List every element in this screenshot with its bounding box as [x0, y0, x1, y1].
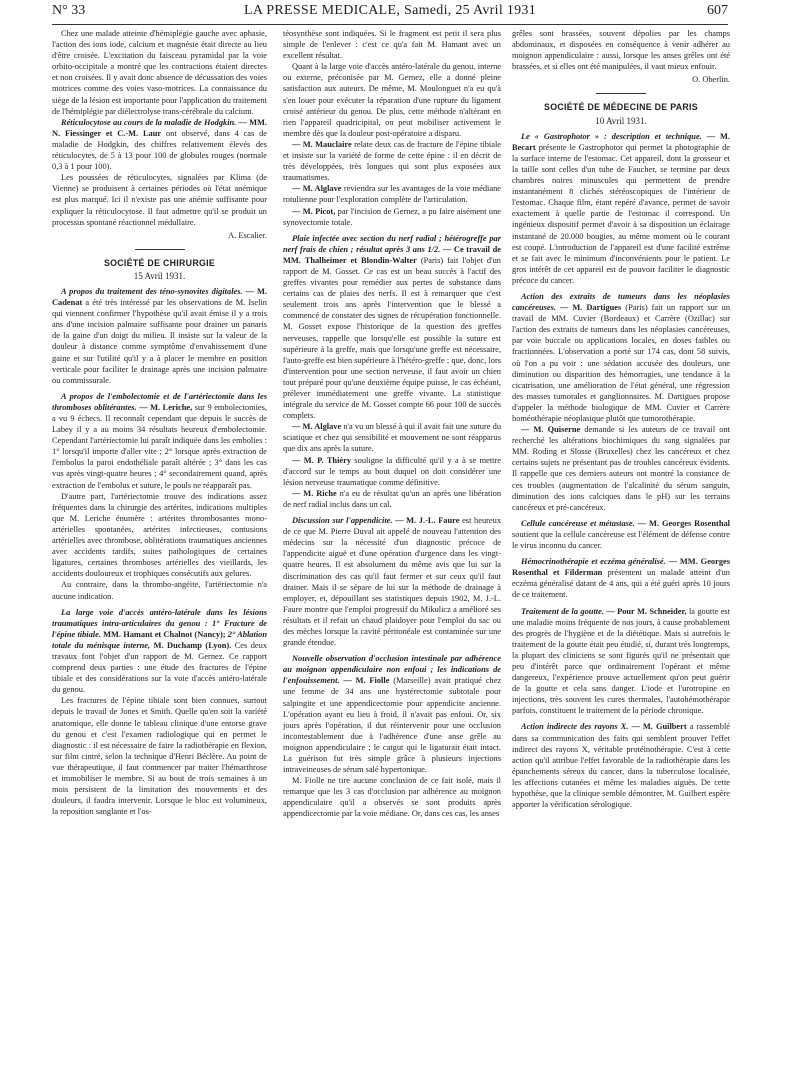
authors: — M. Dartigues: [559, 303, 622, 313]
communication-title: A propos de l'embolectomie et de l'artériectomie dans les thromboses oblitérantes.: [52, 391, 267, 412]
journal-title: LA PRESSE MEDICALE, Samedi, 25 Avril 1931: [243, 3, 537, 18]
section-divider: [596, 93, 646, 94]
authors: — M. Fiolle: [343, 676, 390, 686]
authors: — MM. N. Fiessinger et C.-M. Laur: [52, 117, 268, 138]
paragraph: [52, 391, 267, 491]
paragraph-text: a rassemblé dans sa communication des faits qui semblent prouver l'effet indirect des rayons X, véritable protéinothérapie. C'est à cette action qu'il attribue l'effet favorable de la radiothérapie dans les épanchements séreux du cancer, dans la tuberculose localisée, les affections cutanées et même les maladies aiguës. De cette hypothèse, que la clinique semble démontrer, M. Guilbert espère apporter la vérification sérologique.: [512, 722, 730, 810]
section-heading: SOCIÉTÉ DE MÉDECINE DE PARIS: [544, 102, 698, 113]
issue-number: N° 33: [52, 3, 86, 18]
paragraph-text: souligne la difficulté qu'il y a à se mettre d'accord sur le temps au bout duquel on doit considérer une lésion nerveuse traumatique comme définitive.: [283, 455, 501, 487]
communication-title: La large voie d'accès antéro-latérale dans les lésions traumatiques intra-articulaires du genou : 1° Fracture de l'épine tibiale.: [52, 607, 267, 639]
paragraph: [283, 455, 501, 488]
authors: — M. Mauclaire: [292, 139, 352, 149]
paragraph-text: présentent un malade atteint d'un eczéma généralisé datant de 4 ans, qui a été guéri après 10 jours de ce traitement.: [512, 568, 730, 600]
paragraph-text: Ces deux travaux font l'objet d'un rapport de M. Gernez. Ce rapport comprend deux parties : une étude des fractures de l'épine tibiale et des considérations sur la voie d'accès antéro-latérale du genou.: [52, 640, 268, 695]
paragraph-text: soutient que la cellule cancéreuse est l'élément de défense contre le virus inconnu du cancer.: [512, 529, 730, 551]
authors: — M. Alglave: [292, 422, 342, 432]
paragraph: [52, 607, 267, 696]
paragraph: Les poussées de réticulocytes, signalées par Klima (de Vienne) se produisent à certaines périodes où l'état anémique est plus marqué. Ici il n'existe pas une anémie suffisante pour expliquer la réticulocytose. Il faut admettre qu'il se produit un processus spontané réactionnel médullaire.: [52, 173, 267, 227]
authors: — Ce travail de MM. Thalheimer et Blondin-Walter: [283, 244, 501, 265]
column-3: [512, 28, 730, 810]
paragraph: [283, 421, 501, 454]
paragraph: [512, 518, 730, 551]
paragraph: Quant à la large voie d'accès antéro-latérale du genou, interne ou externe, préconisée par M. Gernez, elle a donné pleine satisfaction aux auteurs. De même, M. Moulonguet n'a eu qu'à s'en louer pour exécuter la réparation d'une rupture du ligament croisé antérieur du genou. De plus, cette méthode n'altérant en rien l'appareil quadricipital, on peut mobiliser activement le membre dès que la douleur post-opératoire a disparu.: [283, 62, 501, 138]
paragraph-text: sur 9 embolectomies, a vu 9 échecs. Il reconnaît cependant que depuis le succès de Labey il y a au moins 34 résultats heureux d'embolectomie. Cependant l'artériectomie lui paraît indiquée dans les embolies : 1° lorsqu'il importe d'aller vite ; 2° lorsque après extraction de l'embolus la paroi endothéliale paraît altérée ; 3° dans les cas vus après vingt-quatre heures ; 4° secondairement quand, après extraction de l'embolus et suture, le pouls ne réapparaît pas.: [52, 402, 267, 490]
authors: — M. Riche: [292, 488, 337, 498]
paragraph: [512, 556, 730, 600]
paragraph-text: demande si les auteurs de ce travail ont recherché les altérations biochimiques du sang signalées par MM. Roding et Slosse (Bruxelles) chez les cancéreux et chez certains sujets ne présentant pas de troubles cancéreux évidents. Il rappelle que ces derniers auteurs ont montré la constance de ces troubles (augmentation de l'alcalinité du sérum sanguin, diminution des ions calciques dans le pH) sur les terrains cancéreux et pré-cancéreux.: [512, 425, 730, 512]
paragraph-text: n'a vu un blessé à qui il avait fait une suture du sciatique et chez qui sensibilité et mouvement ne sont réapparus que dix ans après la suture.: [283, 422, 502, 454]
paragraph: grêles sont brassées, souvent dépolies par les champs abdominaux, et disposées en conséquence à venir adhérer au moignon appendiculaire : aussi, lorsque les anses grêles ont été brassées, et si elles ont été manipulées, il vaut mieux enfouir.: [512, 29, 730, 72]
paragraph: [512, 424, 730, 513]
authors: — M. Quiserne: [521, 425, 581, 435]
authors: — M. Leriche,: [139, 402, 193, 412]
communication-title: Réticulocytose au cours de la maladie de Hodgkin.: [61, 117, 237, 127]
communication-title: Action des extraits de tumeurs dans les néoplasies cancéreuses.: [512, 291, 730, 313]
paragraph-text: présente le Gastrophotor qui permet la photographie de la surface interne de l'estomac. Cet appareil, dont la grosseur et la taille sont celles d'un tube de Faucher, se termine par deux chambres noires minuscules qui permettent de prendre instantanément 8 clichés stéréoscopiques de l'intérieur de l'estomac. Chaque film, étant repéré d'avance, permet de savoir exactement à quelle partie de l'estomac il correspond. Un ingénieux dispositif permet d'avoir à sa disposition un éclairage instantané de 20.000 bougies, au même moment où le courant est coupé. L'introduction de l'appareil est d'une facilité extrême et se fait avec le minimum d'inconvénients pour le patient. Le gros intérêt de cet appareil est de pouvoir faciliter le diagnostic précoce du cancer.: [512, 142, 731, 285]
communication-title: 2° Ablation totale du ménisque interne,: [52, 629, 267, 650]
authors: — M. Becart: [512, 131, 730, 152]
paragraph-text: n'a eu de résultat qu'un an après une libération de nerf radial inclus dans un cal.: [283, 488, 502, 509]
authors: — M. Cadenat: [52, 286, 268, 308]
communication-title: Plaie infectée avec section du nerf radial ; hétérogreffe par nerf frais de chien ; résultat après 3 ans 1/2.: [283, 233, 501, 254]
authors: MM. Hamant et Chalnot (Nancy);: [103, 629, 226, 639]
communication-title: Le « Gastrophotor » : description et technique.: [521, 131, 702, 141]
session-date: 15 Avril 1931.: [133, 270, 186, 281]
paragraph-text: (Marseille) avait pratiqué chez une femme de 34 ans une hystérectomie subtotale pour salpingite et une appendicectomie pour appendicite ancienne. L'opération ayant eu lieu à froid, il n'avait pas enfoui. Or, six jours après l'opération, il dut réintervenir pour une occlusion incontestablement due à l'adhérence d'une anse grêle au moignon appendiculaire ; le catgut qui le ligaturait était intact. La guérison fut très simple grâce à plusieurs injections intraveineuses de sérum salé hypertonique.: [283, 676, 502, 775]
paragraph-text: a été très intéressé par les observations de M. Iselin qui viennent confirmer l'hypothèse qu'il avait émise il y a trois ans d'une incision palmaire suffisante pour drainer un panaris de la gaine d'un doigt du milieu. Il insiste sur la valeur de la douleur à distance comme symptôme d'envahissement d'une gaine et sur l'utilité qu'il y a à placer le membre en position verticale pour faciliter le drainage après une incision palmaire ou commissurale.: [52, 298, 267, 385]
paragraph: Les fractures de l'épine tibiale sont bien connues, surtout depuis le travail de Jones et Smith. Quelle qu'en soit la variété anatomique, elle donne le tableau clinique d'une entorse grave du genou et c'est l'examen radiologique qui en permet le diagnostic : il est nécessaire de faire la radiothérapie en flexion, sur film cintré, selon la technique d'Henri Béclère. Au point de vue thérapeutique, il faut commencer par traiter l'hémarthrose et immobiliser le membre. Si au bout de trois semaines à un mois persistent de la limitation des mouvements et des douleurs, il faudra intervenir. Lorsque le bloc est volumineux, la reposition sanglante et l'os-: [52, 696, 267, 817]
header-rule: [52, 24, 728, 25]
paragraph: [283, 515, 501, 648]
paragraph: [512, 291, 730, 424]
paragraph: [283, 488, 501, 510]
column-1: [52, 28, 267, 817]
paragraph-text: est heureux de ce que M. Pierre Duval ait appelé de nouveau l'attention des médecins sur la nécessité d'un diagnostic précoce de l'appendicite aiguë et d'une opération d'urgence dans les vingt-quatre heures. Il est absolument du même avis que lui sur la discrimination des cas qu'il faut fermer et sur ceux qu'il faut drainer. Mais il se sépare de lui sur la méthode de drainage à employer, et, dépouillant ses statistiques depuis 1902, M. J.-L. Faure montre que l'emploi progressif du Mikulicz a amélioré ses résultats et il refait un chaud plaidoyer pour l'emploi du sac ou des mèches lorsque la cavité péritonéale est contaminée sur une grande étendue.: [283, 516, 502, 648]
authors: — M. P. Thiéry: [292, 455, 352, 465]
paragraph: [52, 286, 267, 386]
authors: — M. Alglave: [292, 184, 342, 194]
communication-title: Discussion sur l'appendicite.: [292, 516, 393, 526]
signature: A. Escalier.: [228, 230, 267, 240]
communication-title: Action indirecte des rayons X.: [521, 722, 629, 732]
paragraph-text: (Paris) fait un rapport sur un travail de MM. Cuvier (Bordeaux) et Carrère (Ozillac) sur l'action des extraits de tumeurs dans les néoplasies cancéreuses, par voie buccale ou applications locales, en doses faibles ou fractionnées. L'observation a porté sur 174 cas, dont 58 suivis, où l'on a pu voir : une sédation accusée des douleurs, une diminution ou disparition des hémorragies, une tendance à la cicatrisation, une amélioration de l'état général, une régression des masses tumorales et ganglionnaires. M. Dartigues propose d'appeler la méthode biologique de MM. Cuvier et Carrère homéothérapie néoplasique plutôt que tumorothérapie.: [512, 303, 731, 423]
authors: — M. Guilbert: [631, 722, 687, 732]
paragraph-text: (Paris) fait l'objet d'un rapport de M. Gosset. Ce cas est un beau succès à l'actif des greffes vivantes pour remédier aux pertes de substance dans certains cas de plaies des nerfs. Il est à remarquer que c'est seulement trois ans après l'intervention que le blessé a commencé de constater des signes de récupération fonctionnelle. M. Gosset expose l'historique de la question des greffes nerveuses, rappelle que lorsqu'elle est possible la suture est supérieure à la greffe, mais que lorsqu'une greffe est nécessaire, l'auto-greffe est bien supérieure à l'hétéro-greffe ; que, donc, lors d'intervention pour une section nerveuse, il faut avoir un chien tout préparé pour qu'une deuxième équipe puisse, le cas échéant, prélever immédiatement une greffe vivante. La statistique intégrale du service de M. Gosset compte 66 pour 100 de succès complets.: [283, 255, 501, 421]
paragraph-text: ont observé, dans 4 cas de maladie de Hodgkin, des chiffres relativement élevés des réticulocytes, de 5 à 13 pour 100 de globules rouges (normale 0,3 à 1 pour 100).: [52, 128, 268, 172]
page-number: 607: [707, 3, 728, 18]
paragraph: [283, 653, 501, 775]
paragraph: Au contraire, dans la thrombo-angéite, l'artériectomie n'a aucune indication.: [52, 580, 267, 601]
paragraph: [283, 139, 501, 183]
paragraph-text: la goutte est une maladie moins fréquente de nos jours, à cause probablement des progrès de l'hygiène et de la diététique. Mais si autrefois le traitement de la goutte était peu étudié, si, durant très longtemps, la plupart des cliniciens se sont figurés qu'il ne présentait que peu d'intérêt parce que ordinairement l'opérant et même dangereux, l'expérience prouve actuellement qu'on peut guérir de la goutte et cela sans danger. L'iode et l'urotropine en injections, très souvent les cures thermales, l'autohémothérapie parfois, constituent le traitement de la période chronique.: [512, 606, 730, 716]
paragraph-text: par l'incision de Gernez, a pu faire aisément une synovectomie totale.: [283, 206, 502, 227]
paragraph: D'autre part, l'artériectomie trouve des indications assez fréquentes dans la chirurgie des artérites, indications multiples que M. Leriche énumère : artérites thrombosantes mono-artérielles spontanées, artérites infectieuses, contusions artérielles avec thrombose, oblitérations traumatiques anciennes avec accidents tardifs, suites pathologiques de certaines ligatures, certaines thromboses artérielles des vieillards, les accidents douloureux et trophiques consécutifs aux gelures.: [52, 491, 267, 579]
paragraph: [283, 233, 501, 422]
authors: — M. J.-L. Faure: [395, 516, 460, 526]
communication-title: Traitement de la goutte.: [521, 606, 604, 616]
authors: — Pour M. Schneider,: [606, 606, 687, 616]
session-date: 10 Avril 1931.: [595, 115, 647, 126]
authors: — M. Georges Rosenthal: [637, 518, 731, 528]
paragraph: [512, 721, 730, 810]
paragraph: [283, 183, 501, 205]
paragraph-text: reviendra sur les avantages de la voie médiane rotulienne pour l'exploration complète de l'articulation.: [283, 184, 501, 205]
communication-title: Nouvelle observation d'occlusion intestinale par adhérence au moignon appendiculaire non enfoui ; les indications de l'enfouissement.: [283, 654, 501, 686]
paragraph: [52, 117, 267, 172]
paragraph: [283, 206, 501, 228]
paragraph-text: relate deux cas de fracture de l'épine tibiale et insiste sur la variété de forme de cette épine : il en décrit de très développées, très longues qui sont plus exposées aux traumatismes.: [283, 139, 502, 183]
authors: — M. Picot,: [292, 206, 336, 216]
paragraph: Chez une malade atteinte d'hémiplégie gauche avec aphasie, l'action des ions iode, calcium et magnésie était directe au lieu d'être croisée. L'excitation du faisceau pyramidal par la voie orbito-occipitale a montré que les contractions étaient directes et non croisées. Il y avait donc absence de décussation des voies motrices comme des voies vaso-motrices. La connaissance du siège de la lésion est importante pour l'application du traitement de l'hémiplégie par diélectrolyse trans-cérébrale du calcium.: [52, 29, 267, 116]
paragraph: M. Fiolle ne tire aucune conclusion de ce fait isolé, mais il remarque que les 3 cas d'occlusion par adhérence au moignon appendiculaire qu'il a observés se sont produits après appendicectomie par la voie médiane. Or, dans ces cas, les anses: [283, 776, 501, 819]
communication-title: Hémocrinothérapie et eczéma généralisé.: [521, 557, 666, 567]
page-header: [52, 3, 728, 25]
column-2: [283, 28, 501, 820]
communication-title: A propos du traitement des téno-synovites digitales.: [61, 286, 243, 296]
communication-title: Cellule cancéreuse et métastase.: [521, 518, 635, 528]
paragraph: [512, 131, 730, 286]
paragraph: téosynthèse sont indiquées. Si le fragment est petit il sera plus simple de l'enlever : c'est ce qu'a fait M. Hamant avec un excellent résultat.: [283, 29, 501, 61]
paragraph: [512, 606, 730, 717]
authors: M. Duchamp (Lyon).: [153, 640, 232, 650]
section-heading: SOCIÉTÉ DE CHIRURGIE: [103, 257, 216, 268]
signature: O. Oberlin.: [692, 75, 730, 85]
authors: — MM. Georges Rosenthal et Filderman: [512, 557, 730, 578]
section-divider: [135, 249, 185, 250]
